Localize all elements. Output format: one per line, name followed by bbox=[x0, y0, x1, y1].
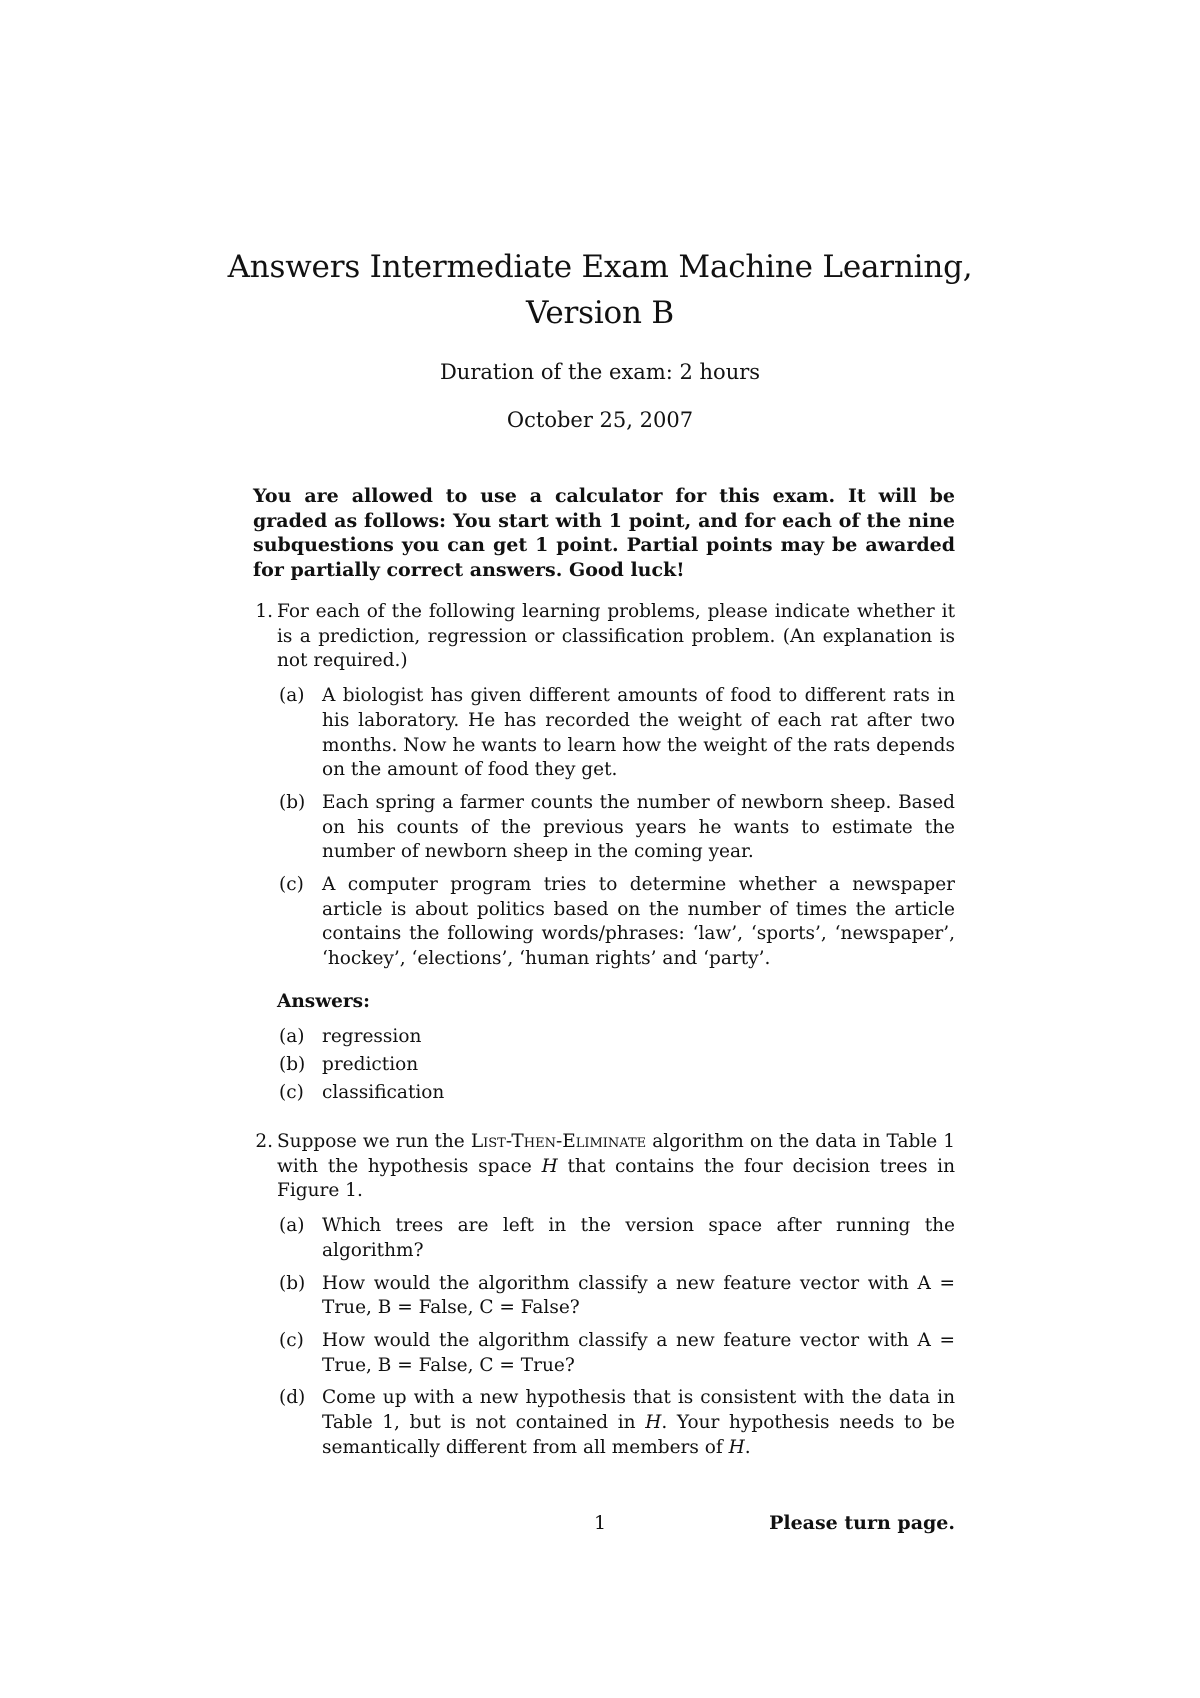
algorithm-name: List-Then-Eliminate bbox=[470, 1131, 647, 1152]
subquestion-label: (d) bbox=[279, 1387, 306, 1409]
title-line-1: Answers Intermediate Exam Machine Learning, bbox=[227, 249, 973, 285]
subquestion-label: (c) bbox=[279, 874, 304, 896]
subquestion-label: (b) bbox=[279, 791, 306, 813]
subquestion-a bbox=[277, 684, 955, 783]
subquestion-list bbox=[277, 1214, 955, 1460]
exam-duration: Duration of the exam: 2 hours bbox=[439, 360, 761, 384]
exam-date: October 25, 2007 bbox=[506, 408, 694, 432]
hypothesis-space-symbol: H bbox=[645, 1412, 662, 1434]
subquestion-text: Each spring a farmer counts the number of newborn sheep. Based on his counts of the previous years he wants to estimate the number of newborn sheep in the coming year. bbox=[322, 791, 955, 863]
subquestion-list bbox=[277, 684, 955, 972]
answer-list bbox=[277, 1023, 955, 1107]
subquestion-b bbox=[277, 791, 955, 865]
answer-text: regression bbox=[322, 1025, 422, 1047]
hypothesis-space-symbol: H bbox=[541, 1155, 558, 1177]
subquestion-text-before: Come up with a new hypothesis that is consistent with the data in Table 1, but is not contained in bbox=[322, 1387, 955, 1434]
subquestion-text: How would the algorithm classify a new feature vector with A = True, B = False, C = False? bbox=[322, 1272, 955, 1319]
page-number: 1 bbox=[593, 1512, 607, 1534]
answer-text: classification bbox=[322, 1081, 445, 1103]
document-title bbox=[200, 244, 1000, 336]
subquestion-c bbox=[277, 1329, 955, 1378]
subquestion-text: A computer program tries to determine whether a newspaper article is about politics based on the number of times the article contains the following words/phrases: ‘law’, ‘sports’, ‘newspaper’, ‘hockey’, ‘elections’, ‘human rights’ and ‘party’. bbox=[322, 874, 955, 970]
answer-label: (c) bbox=[279, 1081, 304, 1103]
subquestion-label: (b) bbox=[279, 1272, 306, 1294]
exam-instructions: You are allowed to use a calculator for this exam. It will be graded as follows: You start with 1 point, and for each of the nine subquestions you can get 1 point. Partial points may be awarded for partially correct answers. Good luck! bbox=[253, 485, 955, 581]
question-number: 2. bbox=[255, 1131, 273, 1152]
question-text: For each of the following learning problems, please indicate whether it is a prediction, regression or classification problem. (An explanation is not required.) bbox=[277, 601, 955, 672]
subquestion-text: How would the algorithm classify a new feature vector with A = True, B = False, C = True? bbox=[322, 1329, 955, 1376]
subquestion-b bbox=[277, 1272, 955, 1321]
subquestion-text: A biologist has given different amounts of food to different rats in his laboratory. He has recorded the weight of each rat after two months. Now he wants to learn how the weight of the rats depends on the amount of food they get. bbox=[322, 685, 955, 781]
subquestion-label: (a) bbox=[279, 1215, 305, 1237]
answer-a bbox=[277, 1023, 955, 1051]
question-1 bbox=[255, 600, 955, 1107]
question-text-after: that contains the four decision trees in Figure 1. bbox=[277, 1155, 956, 1202]
subquestion-text-mid: . Your hypothesis needs to be semantically different from all members of bbox=[322, 1412, 955, 1458]
subquestion-a bbox=[277, 1214, 955, 1263]
question-text-before: Suppose we run the bbox=[277, 1131, 465, 1152]
answer-b bbox=[277, 1051, 955, 1079]
hypothesis-space-symbol: H bbox=[728, 1436, 745, 1458]
subquestion-label: (a) bbox=[279, 685, 305, 707]
subquestion-label: (c) bbox=[279, 1329, 304, 1351]
subquestion-c bbox=[277, 873, 955, 972]
title-line-2: Version B bbox=[526, 295, 674, 331]
subquestion-text-after: . bbox=[744, 1436, 751, 1458]
turn-page-note: Please turn page. bbox=[769, 1512, 955, 1534]
question-text bbox=[277, 1130, 955, 1204]
answer-label: (b) bbox=[279, 1053, 306, 1075]
question-number: 1. bbox=[255, 601, 273, 622]
question-2 bbox=[255, 1130, 956, 1468]
answers-heading: Answers: bbox=[277, 990, 370, 1012]
subquestion-d bbox=[277, 1386, 955, 1460]
answer-c bbox=[277, 1079, 955, 1107]
answer-text: prediction bbox=[322, 1053, 419, 1075]
question-text-mid: algorithm on the data in Table 1 with the hypothesis space bbox=[277, 1131, 956, 1177]
subquestion-text: Which trees are left in the version space after running the algorithm? bbox=[322, 1215, 955, 1261]
answer-label: (a) bbox=[279, 1025, 305, 1047]
